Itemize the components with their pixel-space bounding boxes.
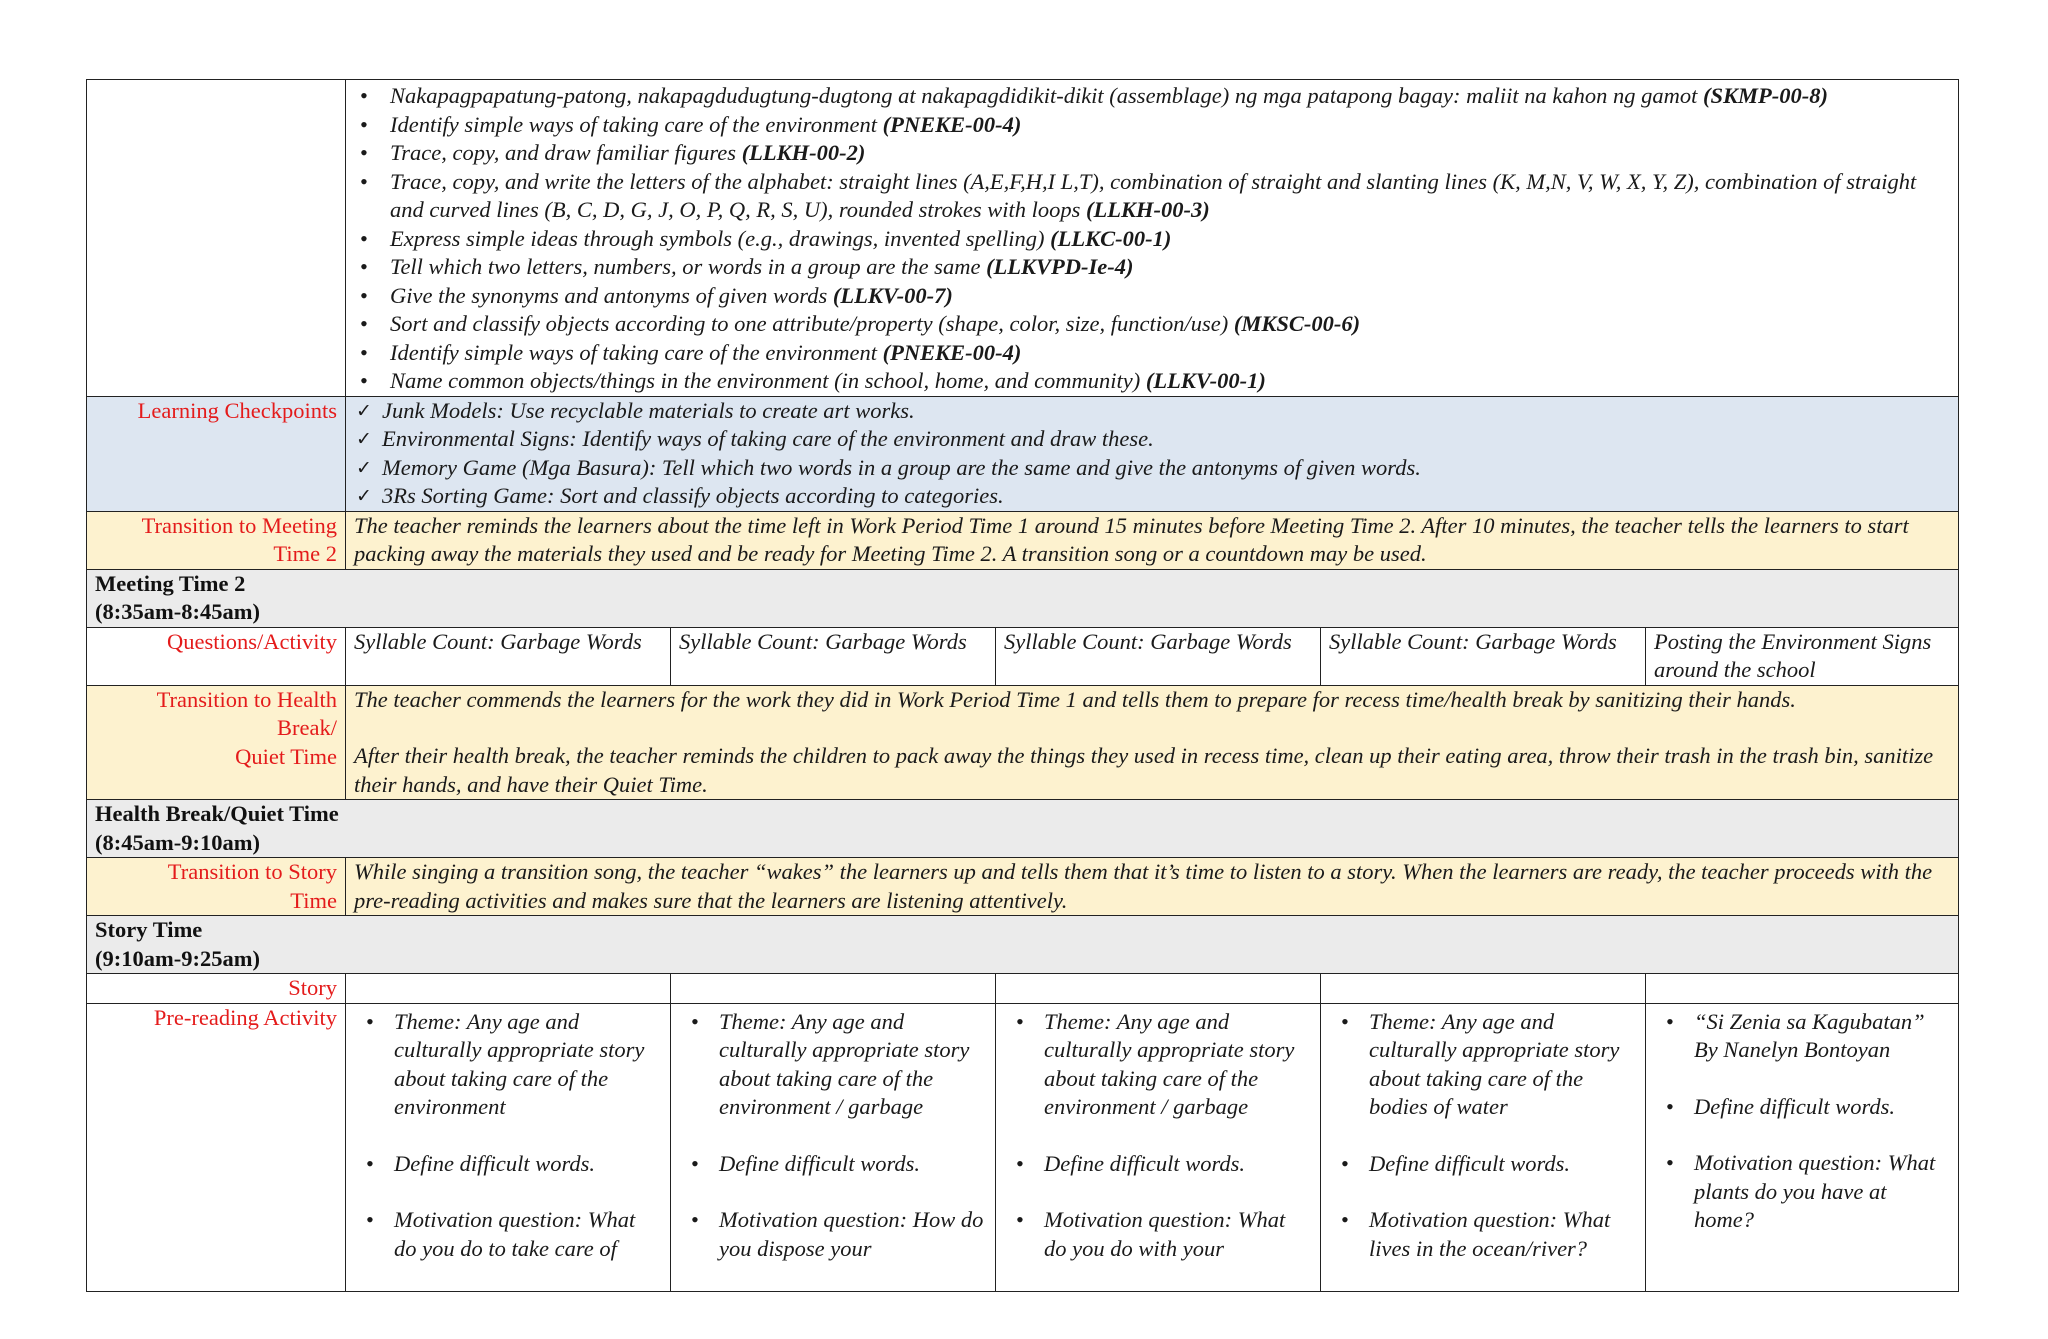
transition-story-label <box>87 858 346 916</box>
transition-story-label-line2: Time <box>290 887 337 913</box>
competency-text: Identify simple ways of taking care of the environment <box>390 339 883 365</box>
checkpoint-item: ✓ 3Rs Sorting Game: Sort and classify objects according to categories. <box>382 482 1950 511</box>
prereading-cell <box>1321 1003 1646 1292</box>
transition-meeting-text: The teacher reminds the learners about the time left in Work Period Time 1 around 15 minutes before Meeting Time 2. After 10 minutes, the teacher tells the learners to start packing away the materials they used and be ready for Meeting Time 2. A transition song or a countdown may be used. <box>346 511 1959 569</box>
transition-health-label-line2: Break/ <box>277 715 337 740</box>
competency-text: Name common objects/things in the environment (in school, home, and community) <box>390 368 1146 393</box>
prereading-item: • Define difficult words. <box>1694 1093 1950 1122</box>
story-label: Story <box>87 974 346 1004</box>
competency-text: Tell which two letters, numbers, or words in a group are the same <box>390 254 987 279</box>
story-cell <box>1646 974 1959 1004</box>
competency-text: Trace, copy, and write the letters of the alphabet: straight lines (A,E,F,H,I L,T), combination of straight and slanting lines (K, M,N, V, W, X, Y, Z), combination of straight and curved lines (B, C, D, G, J, O, P, Q, R, S, U), rounded strokes with loops <box>390 168 1917 222</box>
competency-code: (LLKV-00-1) <box>1145 368 1266 393</box>
competency-code: (MKSC-00-6) <box>1233 311 1361 336</box>
checkpoints-list <box>354 397 1950 511</box>
competency-item <box>390 111 1950 140</box>
prereading-cell <box>671 1003 996 1292</box>
prereading-list <box>1329 1004 1637 1264</box>
competency-code: (LLKC-00-1) <box>1050 225 1172 251</box>
checkpoints-cell <box>346 396 1959 511</box>
competency-item <box>390 82 1950 111</box>
transition-meeting-label-line1: Transition to Meeting <box>141 512 337 538</box>
competencies-row <box>87 80 1959 397</box>
story-cell <box>346 974 671 1004</box>
health-break-time: (8:45am-9:10am) <box>95 829 260 855</box>
story-cell <box>996 974 1321 1004</box>
transition-story-text: While singing a transition song, the teacher “wakes” the learners up and tells them that it’s time to listen to a story. When the learners are ready, the teacher proceeds with the pre-reading activities and makes sure that the learners are listening attentively. <box>346 858 1959 916</box>
transition-health-label-line3: Quiet Time <box>235 743 337 769</box>
competency-text: Identify simple ways of taking care of the environment <box>390 111 883 137</box>
competency-item <box>390 139 1950 168</box>
transition-health-row <box>87 685 1959 800</box>
prereading-list <box>679 1004 987 1264</box>
prereading-item: • Motivation question: What plants do you have at home? <box>1694 1149 1950 1235</box>
prereading-item: • Define difficult words. <box>719 1150 987 1179</box>
story-time-header <box>87 916 1959 974</box>
lesson-plan-table <box>86 79 1959 1292</box>
prereading-item: • Motivation question: How do you dispose your <box>719 1206 987 1263</box>
health-break-title: Health Break/Quiet Time <box>95 801 339 826</box>
health-break-header <box>87 800 1959 858</box>
prereading-item: • Define difficult words. <box>1369 1150 1637 1179</box>
competency-code: (LLKVPD-Ie-4) <box>986 254 1134 279</box>
checkpoint-item: ✓ Environmental Signs: Identify ways of taking care of the environment and draw these. <box>382 425 1950 454</box>
meeting-time-header <box>87 569 1959 627</box>
questions-row <box>87 627 1959 685</box>
transition-health-label-line1: Transition to Health <box>156 686 337 712</box>
competency-item <box>390 339 1950 368</box>
questions-cell: Syllable Count: Garbage Words <box>996 627 1321 685</box>
competency-item <box>390 367 1950 396</box>
questions-cell: Syllable Count: Garbage Words <box>1321 627 1646 685</box>
transition-story-row <box>87 858 1959 916</box>
prereading-item: • Theme: Any age and culturally appropriate story about taking care of the environment <box>394 1008 662 1122</box>
competency-item <box>390 253 1950 282</box>
competency-text: Give the synonyms and antonyms of given words <box>390 282 833 308</box>
prereading-item: • Theme: Any age and culturally appropriate story about taking care of the bodies of water <box>1369 1008 1637 1122</box>
prereading-item: • Define difficult words. <box>1044 1150 1312 1179</box>
competency-text: Sort and classify objects according to one attribute/property (shape, color, size, function/use) <box>390 311 1234 336</box>
health-break-section <box>87 800 1959 858</box>
questions-cell: Posting the Environment Signs around the school <box>1646 627 1959 685</box>
prereading-cell <box>996 1003 1321 1292</box>
competency-code: (LLKH-00-2) <box>741 140 866 165</box>
transition-health-para1: The teacher commends the learners for the work they did in Work Period Time 1 and tells them to prepare for recess time/health break by sanitizing their hands. <box>354 686 1796 712</box>
competency-code: (LLKH-00-3) <box>1085 197 1210 222</box>
prereading-item: • Motivation question: What do you do to take care of <box>394 1206 662 1263</box>
prereading-label: Pre-reading Activity <box>87 1003 346 1292</box>
meeting-time-time: (8:35am-8:45am) <box>95 599 260 624</box>
questions-cell: Syllable Count: Garbage Words <box>671 627 996 685</box>
competency-text: Nakapagpapatung-patong, nakapagdudugtung-dugtong at nakapagdidikit-dikit (assemblage) ng mga patapong bagay: maliit na kahon ng gamot <box>390 83 1703 108</box>
prereading-item: • Theme: Any age and culturally appropriate story about taking care of the environment / garbage <box>719 1008 987 1122</box>
transition-meeting-label-line2: Time 2 <box>273 541 337 566</box>
checkpoint-item: ✓ Junk Models: Use recyclable materials to create art works. <box>382 397 1950 426</box>
prereading-list <box>1654 1004 1950 1235</box>
competency-code: (SKMP-00-8) <box>1703 83 1828 108</box>
competency-text: Trace, copy, and draw familiar figures <box>390 140 742 165</box>
competency-item <box>390 168 1950 225</box>
prereading-item: • Theme: Any age and culturally appropriate story about taking care of the environment / garbage <box>1044 1008 1312 1122</box>
story-time-time: (9:10am-9:25am) <box>95 945 260 971</box>
prereading-item: • Motivation question: What do you do with your <box>1044 1206 1312 1263</box>
competencies-list <box>354 82 1950 396</box>
prereading-item: • “Si Zenia sa Kagubatan” By Nanelyn Bontoyan <box>1694 1008 1950 1065</box>
competency-code: (PNEKE-00-4) <box>882 339 1022 365</box>
competencies-label-cell <box>87 80 346 397</box>
transition-health-cell <box>346 685 1959 800</box>
competencies-cell <box>346 80 1959 397</box>
transition-meeting-row <box>87 511 1959 569</box>
prereading-item: • Motivation question: What lives in the ocean/river? <box>1369 1206 1637 1263</box>
meeting-time-section <box>87 569 1959 627</box>
questions-label: Questions/Activity <box>87 627 346 685</box>
meeting-time-title: Meeting Time 2 <box>95 570 246 596</box>
prereading-cell <box>1646 1003 1959 1292</box>
questions-cell: Syllable Count: Garbage Words <box>346 627 671 685</box>
prereading-list <box>354 1004 662 1264</box>
prereading-list <box>1004 1004 1312 1264</box>
competency-code: (PNEKE-00-4) <box>882 111 1022 137</box>
story-row <box>87 974 1959 1004</box>
competency-item <box>390 310 1950 339</box>
transition-meeting-label <box>87 511 346 569</box>
prereading-cell <box>346 1003 671 1292</box>
transition-story-label-line1: Transition to Story <box>167 859 337 884</box>
prereading-item: • Define difficult words. <box>394 1150 662 1179</box>
story-cell <box>1321 974 1646 1004</box>
transition-health-label <box>87 685 346 800</box>
story-cell <box>671 974 996 1004</box>
checkpoint-item: ✓ Memory Game (Mga Basura): Tell which two words in a group are the same and give the antonyms of given words. <box>382 454 1950 483</box>
competency-text: Express simple ideas through symbols (e.g., drawings, invented spelling) <box>390 225 1051 251</box>
competency-item <box>390 225 1950 254</box>
transition-health-para2: After their health break, the teacher reminds the children to pack away the things they used in recess time, clean up their eating area, throw their trash in the trash bin, sanitize their hands, and have their Quiet Time. <box>354 743 1934 797</box>
competency-code: (LLKV-00-7) <box>832 282 953 308</box>
checkpoints-label: Learning Checkpoints <box>87 396 346 511</box>
prereading-row <box>87 1003 1959 1292</box>
competency-item <box>390 282 1950 311</box>
checkpoints-row <box>87 396 1959 511</box>
story-time-title: Story Time <box>95 917 203 942</box>
story-time-section <box>87 916 1959 974</box>
